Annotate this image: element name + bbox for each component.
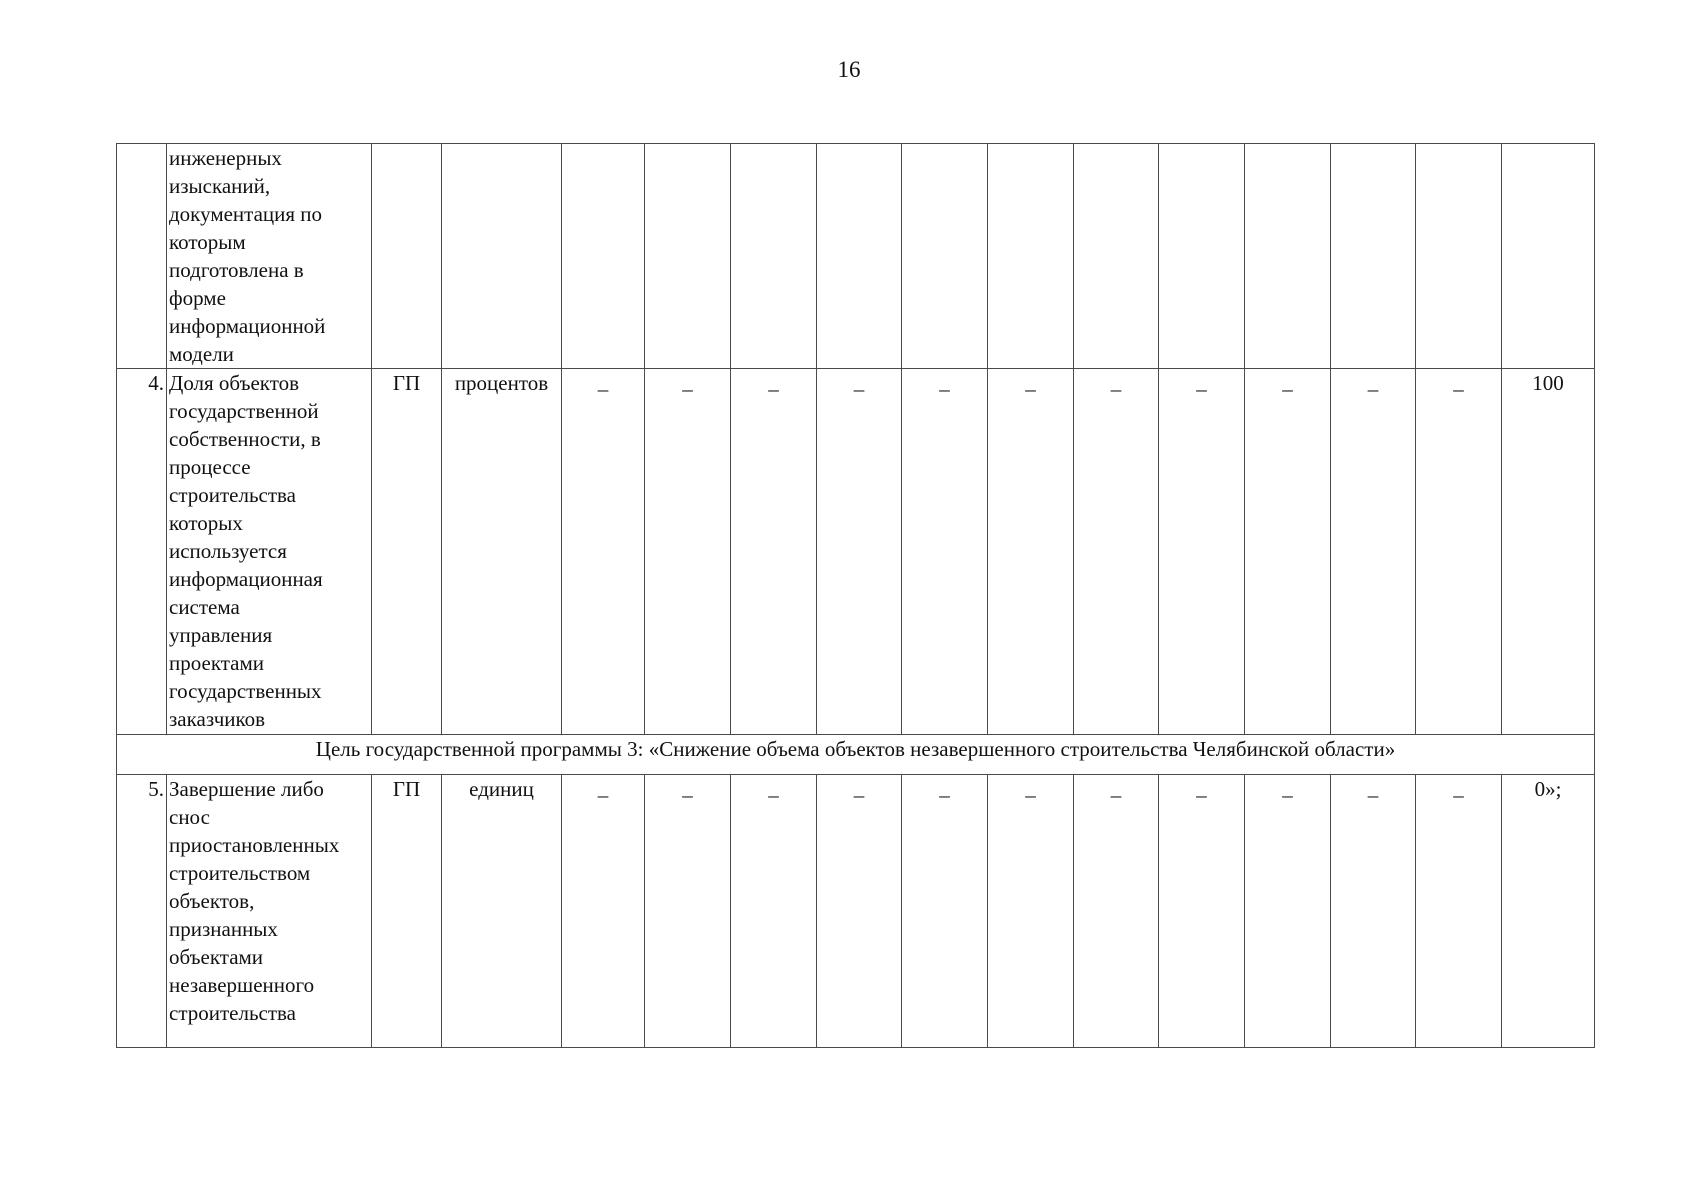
value-cell: – <box>1074 775 1159 1048</box>
value-cell: – <box>731 775 817 1048</box>
indicators-table <box>116 143 1595 1048</box>
value-cell <box>988 144 1074 369</box>
indicator-level: ГП <box>372 775 442 1048</box>
indicator-unit: единиц <box>442 775 562 1048</box>
value-cell <box>1416 144 1502 369</box>
value-cell: – <box>817 369 902 735</box>
indicator-unit <box>442 144 562 369</box>
goal-row <box>117 735 1595 775</box>
value-cell <box>817 144 902 369</box>
target-value-cell: 0»; <box>1502 775 1595 1048</box>
table-row <box>117 144 1595 369</box>
value-cell: – <box>562 775 645 1048</box>
value-cell: – <box>817 775 902 1048</box>
value-cell <box>902 144 988 369</box>
value-cell: – <box>1416 369 1502 735</box>
indicator-name: инженерных изысканий, документация по которым подготовлена в форме информационной модели <box>167 144 372 369</box>
target-value-cell: 100 <box>1502 369 1595 735</box>
goal-heading: Цель государственной программы 3: «Снижение объема объектов незавершенного строительства Челябинской области» <box>117 735 1595 775</box>
value-cell: – <box>1416 775 1502 1048</box>
indicator-name: Завершение либо снос приостановленных строительством объектов, признанных объектами незавершенного строительства <box>167 775 372 1048</box>
indicator-name: Доля объектов государственной собственности, в процессе строительства которых используется информационная система управления проектами государственных заказчиков <box>167 369 372 735</box>
value-cell: – <box>1331 775 1416 1048</box>
row-number: 4. <box>117 369 167 735</box>
value-cell: – <box>1159 775 1245 1048</box>
value-cell: – <box>645 775 731 1048</box>
table-row <box>117 369 1595 735</box>
value-cell <box>1331 144 1416 369</box>
table-row <box>117 775 1595 1048</box>
value-cell <box>645 144 731 369</box>
indicator-level <box>372 144 442 369</box>
page-number: 16 <box>837 57 861 82</box>
indicator-level: ГП <box>372 369 442 735</box>
value-cell <box>1245 144 1331 369</box>
row-number <box>117 144 167 369</box>
value-cell: – <box>645 369 731 735</box>
value-cell <box>1074 144 1159 369</box>
value-cell: – <box>902 775 988 1048</box>
value-cell: – <box>1245 775 1331 1048</box>
value-cell: – <box>902 369 988 735</box>
target-value-cell <box>1502 144 1595 369</box>
value-cell: – <box>1331 369 1416 735</box>
value-cell: – <box>988 775 1074 1048</box>
indicator-unit: процентов <box>442 369 562 735</box>
value-cell <box>731 144 817 369</box>
value-cell <box>562 144 645 369</box>
value-cell: – <box>988 369 1074 735</box>
value-cell: – <box>562 369 645 735</box>
value-cell <box>1159 144 1245 369</box>
row-number: 5. <box>117 775 167 1048</box>
value-cell: – <box>1245 369 1331 735</box>
value-cell: – <box>1074 369 1159 735</box>
value-cell: – <box>1159 369 1245 735</box>
value-cell: – <box>731 369 817 735</box>
